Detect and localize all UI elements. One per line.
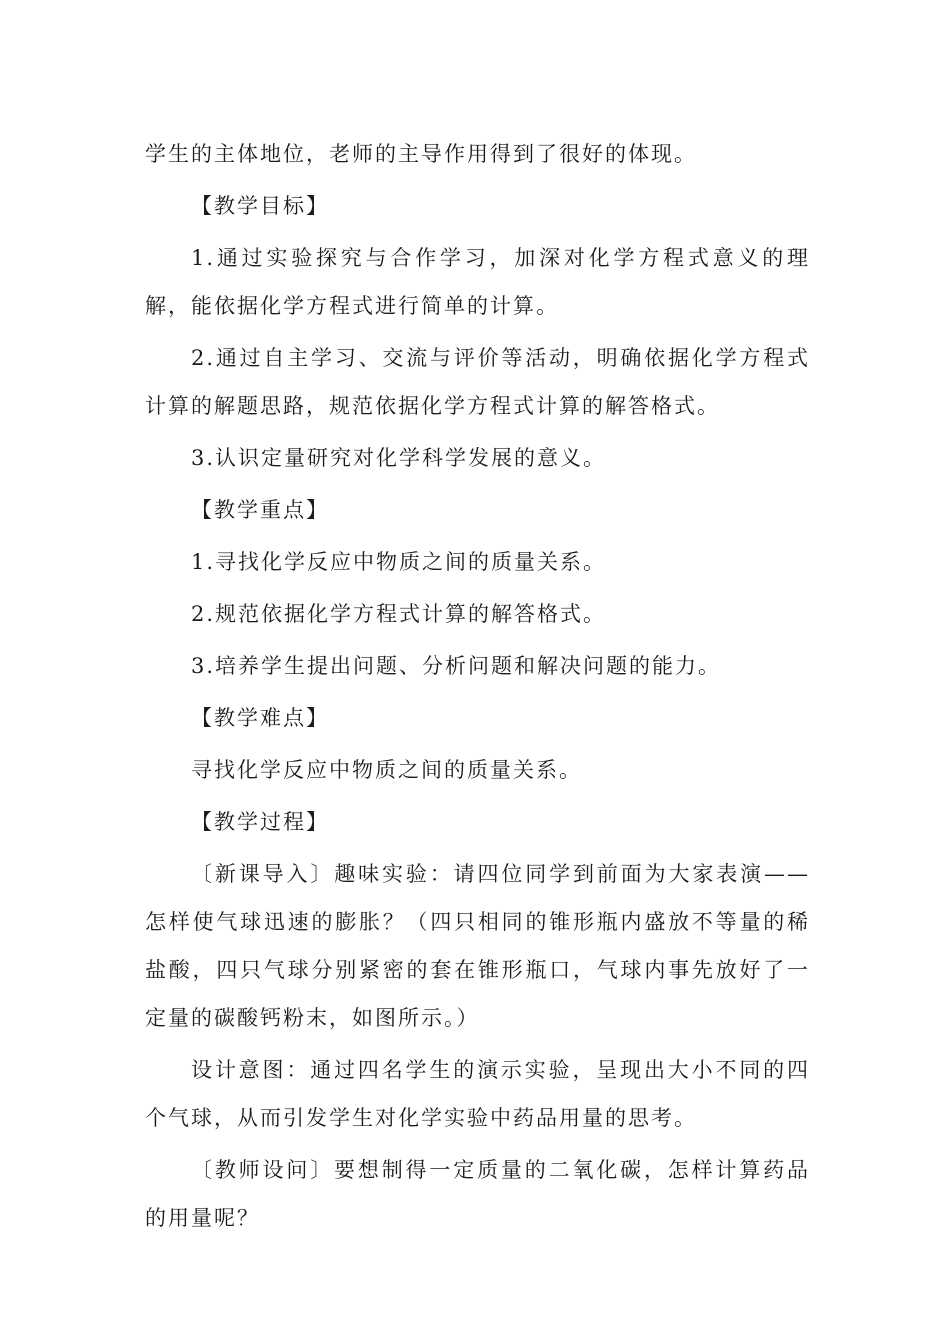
heading-teaching-process: 【教学过程】 xyxy=(191,810,329,834)
heading-difficulties: 【教学难点】 xyxy=(191,706,329,730)
key-item-2: 2.规范依据化学方程式计算的解答格式。 xyxy=(191,602,607,626)
key-item-1: 1.寻找化学反应中物质之间的质量关系。 xyxy=(191,550,607,574)
process-intro: 〔新课导入〕趣味实验：请四位同学到前面为大家表演——怎样使气球迅速的膨胀？（四只相同的锥形瓶内盛放不等量的稀盐酸，四只气球分别紧密的套在锥形瓶口，气球内事先放好了一定量的碳酸钙粉末，如图所示。） xyxy=(145,862,810,1030)
goal-item-2: 2.通过自主学习、交流与评价等活动，明确依据化学方程式计算的解题思路，规范依据化学方程式计算的解答格式。 xyxy=(145,346,810,418)
key-item-3: 3.培养学生提出问题、分析问题和解决问题的能力。 xyxy=(191,654,722,678)
difficulty-item-1: 寻找化学反应中物质之间的质量关系。 xyxy=(191,758,582,782)
heading-key-points: 【教学重点】 xyxy=(191,498,329,522)
document-body xyxy=(145,130,810,1246)
process-design-intent: 设计意图：通过四名学生的演示实验，呈现出大小不同的四个气球，从而引发学生对化学实验中药品用量的思考。 xyxy=(145,1058,810,1130)
heading-teaching-goals: 【教学目标】 xyxy=(191,194,329,218)
paragraph-continuation: 学生的主体地位，老师的主导作用得到了很好的体现。 xyxy=(145,142,697,166)
goal-item-1: 1.通过实验探究与合作学习，加深对化学方程式意义的理解，能依据化学方程式进行简单的计算。 xyxy=(145,246,810,318)
goal-item-3: 3.认识定量研究对化学科学发展的意义。 xyxy=(191,446,607,470)
process-teacher-question: 〔教师设问〕要想制得一定质量的二氧化碳，怎样计算药品的用量呢？ xyxy=(145,1158,810,1230)
